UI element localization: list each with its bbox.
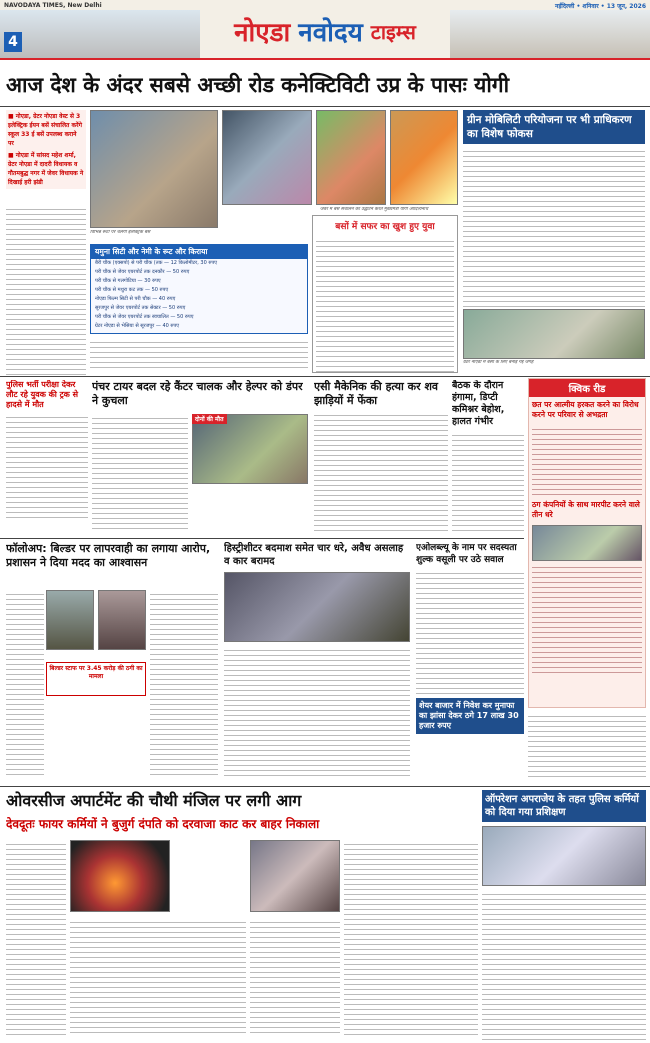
fire-body-3 [250,918,340,1035]
pancer-headline: पंचर टायर बदल रहे कैंटर चालक और हेल्पर को डंपर ने कुचला [92,380,303,407]
quick-read-label: क्विक रीड [529,379,645,397]
meeting-story [452,380,524,535]
buses-box-headline: बसों में सफर का खुश हुए युवा [335,222,435,232]
followup-headline: फॉलोअप: बिल्डर पर लापरवाही का लगाया आरोप, प्रशासन ने दिया मदद का आश्वासन [6,542,211,569]
police-exam-headline: पुलिस भर्ती परीक्षा देकर लौट रहे युवक की ट्रक से हादसे में मौत [6,380,79,409]
divider [0,538,524,539]
operation-body [482,890,646,1040]
buses-box [312,215,458,373]
builder-box-text: बिल्डर स्टाफ पर 3.45 करोड़ की ठगी का मामला [49,665,143,680]
followup-body [6,590,44,775]
lead-photo-caption: विभिन्न रूटों पर चलेंगी इलेक्ट्रिक बसें [90,230,151,235]
green-body [463,147,645,307]
masthead-title-box [185,8,465,54]
history-sheeter-body [224,646,410,776]
pancer-story [92,380,310,535]
green-headline: ग्रीन मोबिलिटी परियोजना पर भी प्राधिकरण का विशेष फोकस [463,110,645,144]
route-item: ग्रेटर नोएडा से भेसिया से सूरजपुर — 40 रुपए [95,323,180,329]
quick-read-body-3 [528,712,646,780]
police-exam-body [6,413,88,518]
builder-box [46,662,146,696]
fire-subheadline: देवदूतः फायर कर्मियों ने बुजुर्ग दंपति को दरवाजा काट कर बाहर निकाला [6,817,320,831]
fire-photo-1 [70,840,170,912]
adv-fees-story [416,542,524,782]
quick-read-story-1: छत पर आत्मीय हरकत करने का विरोध करने पर परिवार से अभद्रता [532,400,639,419]
quick-read-panel [528,378,646,708]
fire-body-4 [344,840,478,1035]
lead-photo-3 [316,110,386,205]
lead-photo-4 [390,110,458,205]
masthead-skyline-right [450,10,650,58]
lead-caption-2: जेवर में बस संचालन का उद्घाटन करते मुख्यमंत्री योगी आदित्यनाथ [320,207,429,212]
operation-story [482,790,646,1040]
route-item: नोएडा फिल्म सिटी से परी चौक — 40 रुपए [95,296,176,302]
followup-story [6,542,220,782]
lead-bullets [6,110,86,189]
followup-photo-2 [98,590,146,650]
page-number: 4 [4,32,22,52]
operation-photo [482,826,646,886]
route-item: परी चौक से जेवर एयरपोर्ट तक स्वचालित — 50 रुपए [95,314,194,320]
ac-mechanic-headline: एसी मैकेनिक की हत्या कर शव झाड़ियों में फेंका [314,380,439,407]
route-item: बैरी चौक (एक्सपो) से परी चौक (तक — 12 किलोमीटर, 30 रुपए [95,260,217,266]
lead-headline: आज देश के अंदर सबसे अच्छी रोड कनेक्टिविटी उप्र के पासः योगी [6,73,510,97]
quick-read-story-2: ठग कंपनियों के साथ मारपीट करने वाले तीन धरे [532,500,640,519]
adv-fees-headline: एओलब्ल्यू के नाम पर सदस्यता शुल्क वसूली पर उठे सवाल [416,543,517,565]
lead-bullet-2: ■ नोएडा में सांसद महेश शर्मा, ग्रेटर नोएडा में दादरी विधायक व गौतमबुद्ध नगर में जेवर विधायक ने दिखाई हरी झंडी [8,151,84,187]
ac-mechanic-body [314,411,448,531]
operation-headline: ऑपरेशन अपराजेय के तहत पुलिस कर्मियों को दिया गया प्रशिक्षण [482,790,646,822]
fire-body-2 [70,918,246,1035]
ac-mechanic-story [314,380,448,535]
masthead-left-label: NAVODAYA TIMES, New Delhi [4,2,102,9]
divider [0,376,650,377]
police-exam-story [6,380,88,535]
fire-body-1 [6,840,66,1035]
green-caption: ग्रेटर नोएडा में बसों के लिए बनाई गई जगह [463,360,534,365]
green-box [463,110,645,372]
route-item: सूरजपुर से जेवर एयरपोर्ट तक सेक्टर — 50 रुपए [95,305,186,311]
masthead-right-label: नईदिल्ली • शनिवार • 13 जून, 2026 [555,3,646,10]
lead-photo-1 [90,110,218,228]
pancer-body [92,414,188,532]
divider [0,786,650,787]
lead-body-columns [90,338,308,372]
masthead-skyline-left [0,10,200,58]
route-box [90,244,308,334]
route-box-title: यमुना सिटी और नेमी के रूट और किराया [91,245,307,259]
route-item: परी चौक से मथुरा कट तक — 50 रुपए [95,287,169,293]
followup-photo-1 [46,590,94,650]
quick-read-photo [532,525,642,561]
share-market-headline: शेयर बाजार में निवेश कर मुनाफा का झांसा देकर ठगे 17 लाख 30 हजार रुपए [416,698,524,734]
history-sheeter-headline: हिस्ट्रीशीटर बदमाश समेत चार धरे, अवैध असलाह व कार बरामद [224,543,404,567]
history-sheeter-story [224,542,412,782]
buses-box-body [316,237,454,372]
meeting-headline: बैठक के दौरान हंगामा, डिप्टी कमिश्नर बेहोश, हालत गंभीर [452,380,505,427]
masthead-title-suffix: टाइम्स [370,19,416,44]
pancer-photo [192,414,308,484]
meeting-body [452,431,524,531]
divider [0,106,650,107]
followup-body-2 [150,590,218,775]
history-sheeter-photo [224,572,410,642]
lead-bullet-1: ■ नोएडा, ग्रेटर नोएडा वेस्ट से 3 इलेक्ट्रिक ईयन बसें संचालित करेंगे स्कूल 33 ई बसें उपलब्ध कराने पर [8,112,84,148]
masthead-title-red: नोएडा [234,18,291,48]
quick-read-body-2 [532,563,642,673]
masthead-title-blue: नवोदय [298,18,363,48]
fire-headline: ओवरसीज अपार्टमेंट की चौथी मंजिल पर लगी आग [6,791,302,810]
lead-photo-2 [222,110,312,205]
fire-photo-2 [250,840,340,912]
route-item: परी चौक से जेवर एयरपोर्ट तक दनकौर — 50 रुपए [95,269,190,275]
adv-fees-body [416,569,524,694]
masthead [0,0,650,60]
route-item: परी चौक से गलगोटिया — 30 रुपए [95,278,161,284]
quick-read-body-1 [532,425,642,495]
green-photo [463,309,645,359]
pancer-tag: दोनों की मौत [192,414,227,424]
lead-body-text [6,205,86,375]
